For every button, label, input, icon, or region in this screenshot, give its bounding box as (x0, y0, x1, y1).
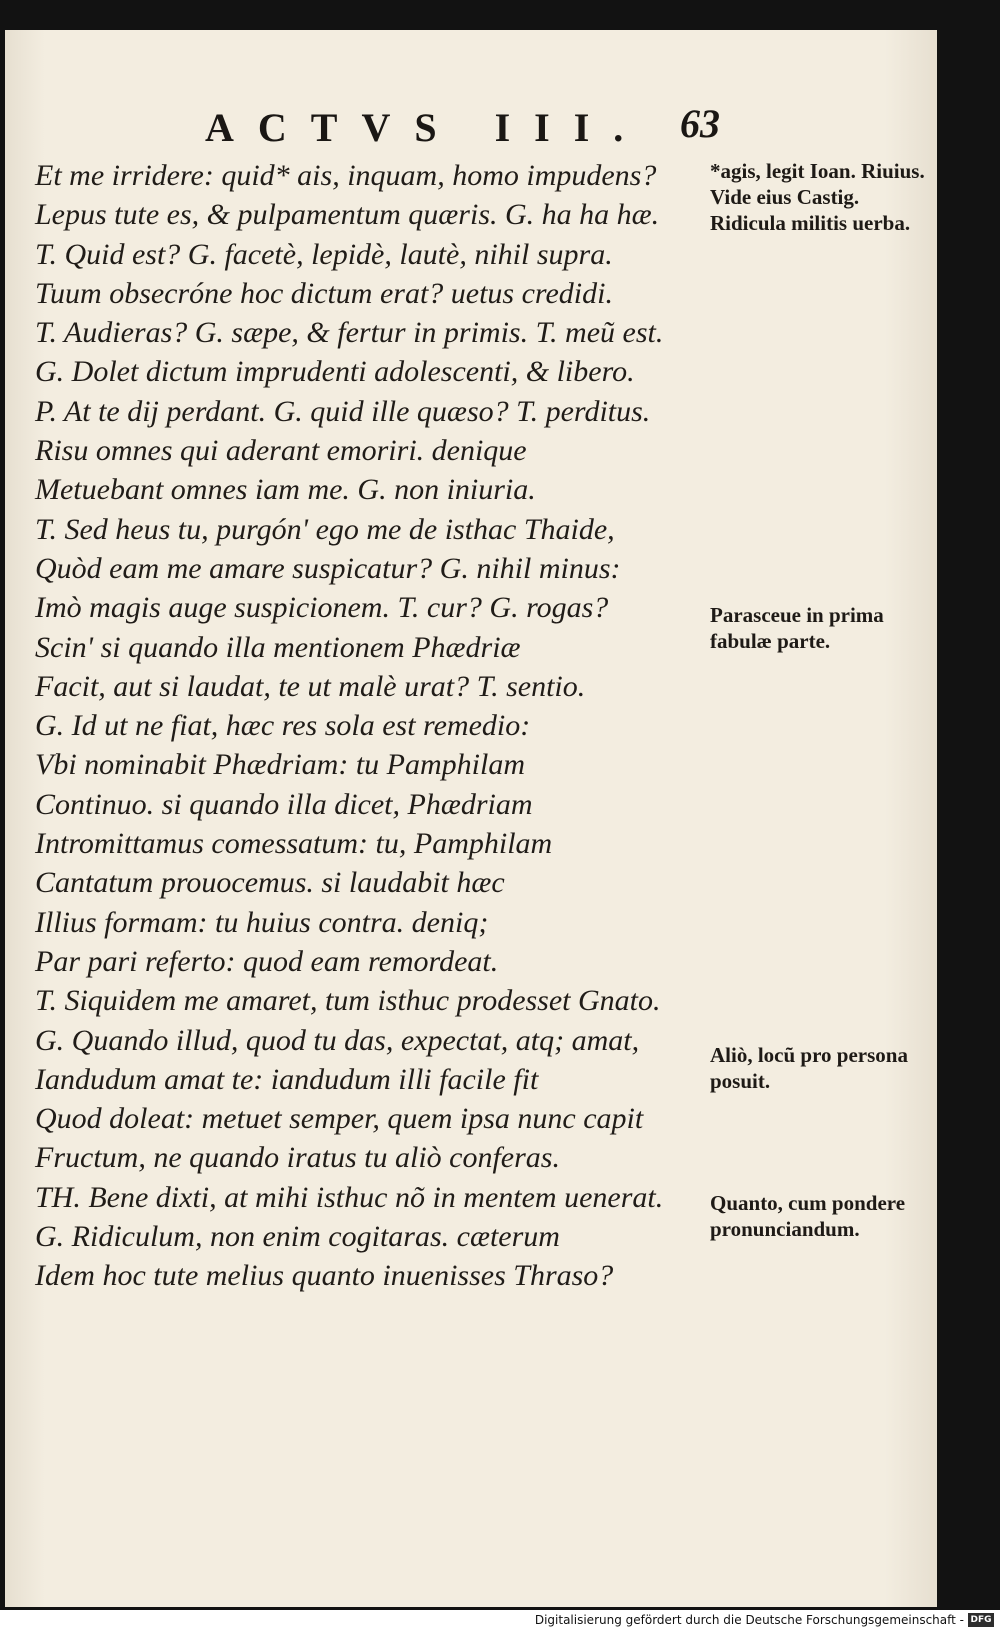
verse-line: Metuebant omnes iam me. G. non iniuria. (35, 473, 536, 507)
margin-note: Quanto, cum pondere pronunciandum. (710, 1191, 906, 1241)
verse-line: Quod doleat: metuet semper, quem ipsa nunc capit (35, 1102, 644, 1136)
verse-line: Lepus tute es, & pulpamentum quæris. G. ha ha hæ. (35, 198, 660, 232)
verse-line: T. Siquidem me amaret, tum isthuc prodesset Gnato. (35, 984, 661, 1018)
verse-line: T. Quid est? G. facetè, lepidè, lautè, nihil supra. (35, 237, 613, 271)
verse-line: Intromittamus comessatum: tu, Pamphilam (35, 827, 553, 861)
verse-line: Fructum, ne quando iratus tu aliò conferas. (35, 1141, 560, 1175)
verse-line: T. Sed heus tu, purgón' ego me de isthac Thaide, (35, 512, 615, 546)
verse-line: G. Ridiculum, non enim cogitaras. cæterum (35, 1220, 560, 1254)
verse-line: Quòd eam me amare suspicatur? G. nihil minus: (35, 551, 621, 585)
page-header (5, 101, 937, 154)
verse-line: G. Id ut ne fiat, hæc res sola est remedio: (35, 709, 531, 743)
verse-line: P. At te dij perdant. G. quid ille quæso? T. perditus. (35, 394, 651, 428)
verse-line: Scin' si quando illa mentionem Phædriæ (35, 630, 521, 664)
margin-note: *agis, legit Ioan. Riuius. Vide eius Castig. Ridicula militis uerba. (710, 159, 925, 235)
digitization-footer (0, 1610, 1000, 1632)
verse-line: Facit, aut si laudat, te ut malè urat? T. sentio. (35, 669, 586, 703)
verse-line: Imò magis auge suspicionem. T. cur? G. rogas? (35, 591, 609, 625)
verse-line: T. Audieras? G. sæpe, & fertur in primis. T. meũ est. (35, 316, 664, 350)
margin-note: Parasceue in prima fabulæ parte. (710, 603, 884, 653)
verse-line: Idem hoc tute melius quanto inuenisses Thraso? (35, 1259, 614, 1293)
verse-text (35, 156, 715, 1296)
funding-credit: Digitalisierung gefördert durch die Deutsche Forschungsgemeinschaft - (534, 1613, 964, 1627)
verse-line: Vbi nominabit Phædriam: tu Pamphilam (35, 748, 525, 782)
verse-line: Et me irridere: quid* ais, inquam, homo impudens? (35, 159, 657, 192)
running-head: ACTVS III. (205, 105, 648, 150)
verse-line: Par pari referto: quod eam remordeat. (35, 944, 499, 978)
verse-line: Cantatum prouocemus. si laudabit hæc (35, 866, 505, 900)
page-number: 63 (680, 101, 720, 146)
verse-line: TH. Bene dixti, at mihi isthuc nõ in mentem uenerat. (35, 1180, 664, 1214)
verse-line: Continuo. si quando illa dicet, Phædriam (35, 787, 533, 821)
book-page (5, 30, 937, 1607)
margin-note: Aliò, locũ pro persona posuit. (710, 1043, 908, 1093)
verse-line: Tuum obsecróne hoc dictum erat? uetus credidi. (35, 276, 613, 310)
verse-line: G. Dolet dictum imprudenti adolescenti, & libero. (35, 355, 635, 389)
verse-line: G. Quando illud, quod tu das, expectat, atq; amat, (35, 1023, 640, 1057)
verse-line: Iandudum amat te: iandudum illi facile fit (35, 1062, 539, 1096)
verse-line: Risu omnes qui aderant emoriri. denique (35, 434, 527, 468)
dfg-logo: DFG (968, 1613, 994, 1627)
verse-line: Illius formam: tu huius contra. deniq; (35, 905, 489, 939)
